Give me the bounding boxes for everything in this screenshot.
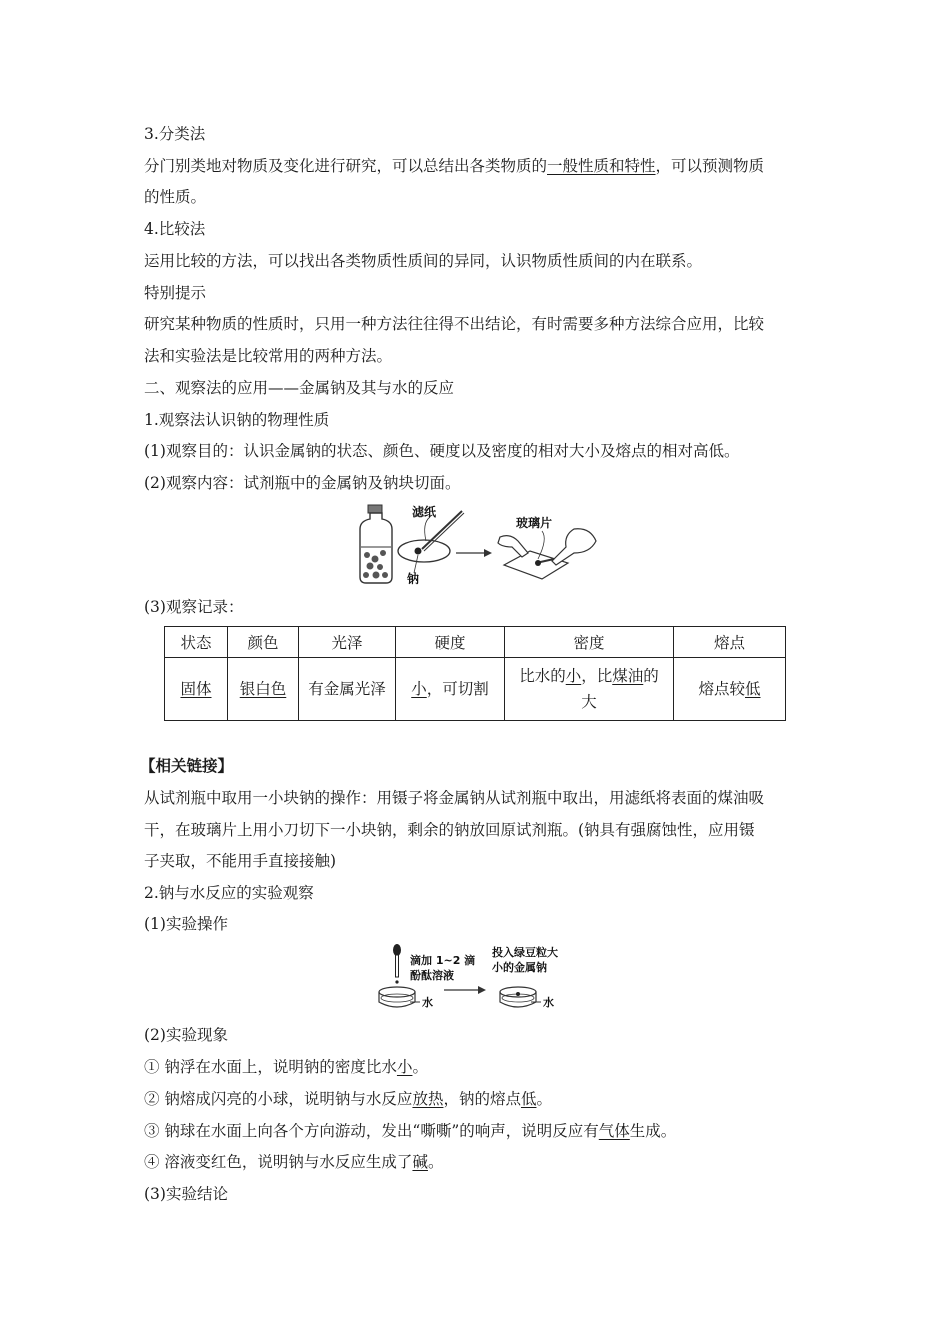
section-3-line-1 — [144, 156, 764, 176]
underlined-answer: 固体 — [180, 680, 212, 698]
add-sodium-label-2: 小的金属钠 — [492, 961, 547, 974]
underlined-answer: 小 — [396, 1058, 413, 1076]
observation-content: (2)观察内容：试剂瓶中的金属钠及钠块切面。 — [144, 474, 461, 492]
dropper-bulb — [393, 944, 401, 956]
related-link-line-3: 子夹取，不能用手直接接触) — [144, 852, 337, 870]
phenomenon-2 — [144, 1089, 552, 1109]
section-3-line-2: 的性质。 — [144, 188, 207, 206]
text: 熔点较 — [698, 680, 745, 698]
drop — [395, 980, 398, 983]
header-cell: 密度 — [505, 627, 674, 658]
underlined-answer: 碱 — [412, 1153, 428, 1171]
underlined-answer: 低 — [745, 680, 761, 698]
table-row — [165, 658, 786, 721]
sodium-observation-figure — [352, 503, 602, 589]
section-4-heading: 4.比较法 — [144, 220, 206, 238]
header-cell: 硬度 — [396, 627, 505, 658]
underlined-answer: 低 — [520, 1090, 537, 1108]
add-sodium-label-1: 投入绿豆粒大 — [492, 946, 558, 959]
phenomenon-3 — [144, 1121, 676, 1141]
text: ，可以预测物质 — [655, 157, 765, 175]
observation-record-heading: (3)观察记录： — [144, 598, 244, 616]
sodium-label: 钠 — [407, 572, 420, 586]
text: 大 — [581, 693, 597, 711]
section-4-line-1: 运用比较的方法，可以找出各类物质性质间的异同，认识物质性质间的内在联系。 — [144, 252, 703, 270]
underlined-answer: 银白色 — [239, 680, 287, 698]
experiment-conclusion-heading: (3)实验结论 — [144, 1185, 228, 1203]
right-hand — [552, 529, 596, 565]
tip-line-1: 研究某种物质的性质时，只用一种方法往往得不出结论，有时需要多种方法综合应用，比较 — [144, 315, 765, 333]
dropper-tube — [396, 955, 399, 977]
underlined-answer: 煤油 — [612, 667, 644, 685]
tip-title: 特别提示 — [144, 284, 207, 302]
phenomenon-1 — [144, 1057, 428, 1077]
header-cell: 光泽 — [299, 627, 396, 658]
text: ，钠的熔点 — [443, 1090, 521, 1108]
paper-pointer — [425, 517, 430, 541]
text: ，比 — [581, 667, 613, 685]
sodium-piece — [516, 992, 520, 996]
filter-paper-label: 滤纸 — [412, 505, 437, 519]
text: ，可切割 — [426, 680, 489, 698]
text: 的 — [643, 667, 659, 685]
bottle-cap — [368, 505, 382, 513]
hardness-cell — [396, 658, 505, 721]
text: 。 — [427, 1153, 444, 1171]
text: 生成。 — [629, 1122, 677, 1140]
sodium-water-figure — [374, 942, 574, 1018]
underlined-answer: 气体 — [598, 1122, 630, 1140]
header-cell: 状态 — [165, 627, 228, 658]
text: ② 钠熔成闪亮的小球，说明钠与水反应 — [144, 1090, 413, 1108]
header-cell: 颜色 — [228, 627, 299, 658]
related-link-line-2: 干，在玻璃片上用小刀切下一小块钠，剩余的钠放回原试剂瓶。(钠具有强腐蚀性，应用镊 — [144, 821, 755, 839]
left-hand — [498, 536, 528, 557]
glass-plate-label: 玻璃片 — [516, 516, 553, 530]
part-2-heading: 二、观察法的应用——金属钠及其与水的反应 — [144, 379, 455, 397]
observation-purpose: (1)观察目的：认识金属钠的状态、颜色、硬度以及密度的相对大小及熔点的相对高低。 — [144, 442, 740, 460]
observation-table — [164, 626, 786, 721]
subsection-1-heading: 1.观察法认识钠的物理性质 — [144, 411, 330, 429]
text: ④ 溶液变红色，说明钠与水反应生成了 — [144, 1153, 413, 1171]
color-cell — [228, 658, 299, 721]
phenolphthalein-label-2: 酚酞溶液 — [410, 969, 454, 982]
underlined-answer: 小 — [565, 667, 582, 685]
water-label-1: 水 — [422, 996, 433, 1009]
melting-point-cell — [674, 658, 786, 721]
text: 比水的 — [519, 667, 566, 685]
text: 分门别类地对物质及变化进行研究，可以总结出各类物质的 — [144, 157, 548, 175]
sodium-block — [415, 548, 422, 555]
section-3-heading: 3.分类法 — [144, 125, 206, 143]
underlined-answer: 放热 — [412, 1090, 444, 1108]
text: ① 钠浮在水面上，说明钠的密度比水 — [144, 1058, 397, 1076]
underlined-answer: 小 — [411, 680, 427, 698]
density-cell — [505, 658, 674, 721]
state-cell — [165, 658, 228, 721]
experiment-phenomena-heading: (2)实验现象 — [144, 1026, 228, 1044]
text: ③ 钠球在水面上向各个方向游动，发出“嘶嘶”的响声，说明反应有 — [144, 1122, 599, 1140]
subsection-2-heading: 2.钠与水反应的实验观察 — [144, 884, 314, 902]
text: 。 — [412, 1058, 428, 1076]
luster-cell: 有金属光泽 — [299, 658, 396, 721]
related-link-title: 【相关链接】 — [140, 756, 234, 775]
tip-line-2: 法和实验法是比较常用的两种方法。 — [144, 347, 393, 365]
table-header-row — [165, 627, 786, 658]
underlined-answer: 一般性质和特性 — [547, 157, 656, 175]
water-label-2: 水 — [543, 996, 554, 1009]
related-link-line-1: 从试剂瓶中取用一小块钠的操作：用镊子将金属钠从试剂瓶中取出，用滤纸将表面的煤油吸 — [144, 789, 765, 807]
header-cell: 熔点 — [674, 627, 786, 658]
phenolphthalein-label-1: 滴加 1~2 滴 — [410, 954, 476, 967]
experiment-operation-heading: (1)实验操作 — [144, 915, 228, 933]
phenomenon-4 — [144, 1152, 443, 1172]
text: 。 — [536, 1090, 552, 1108]
